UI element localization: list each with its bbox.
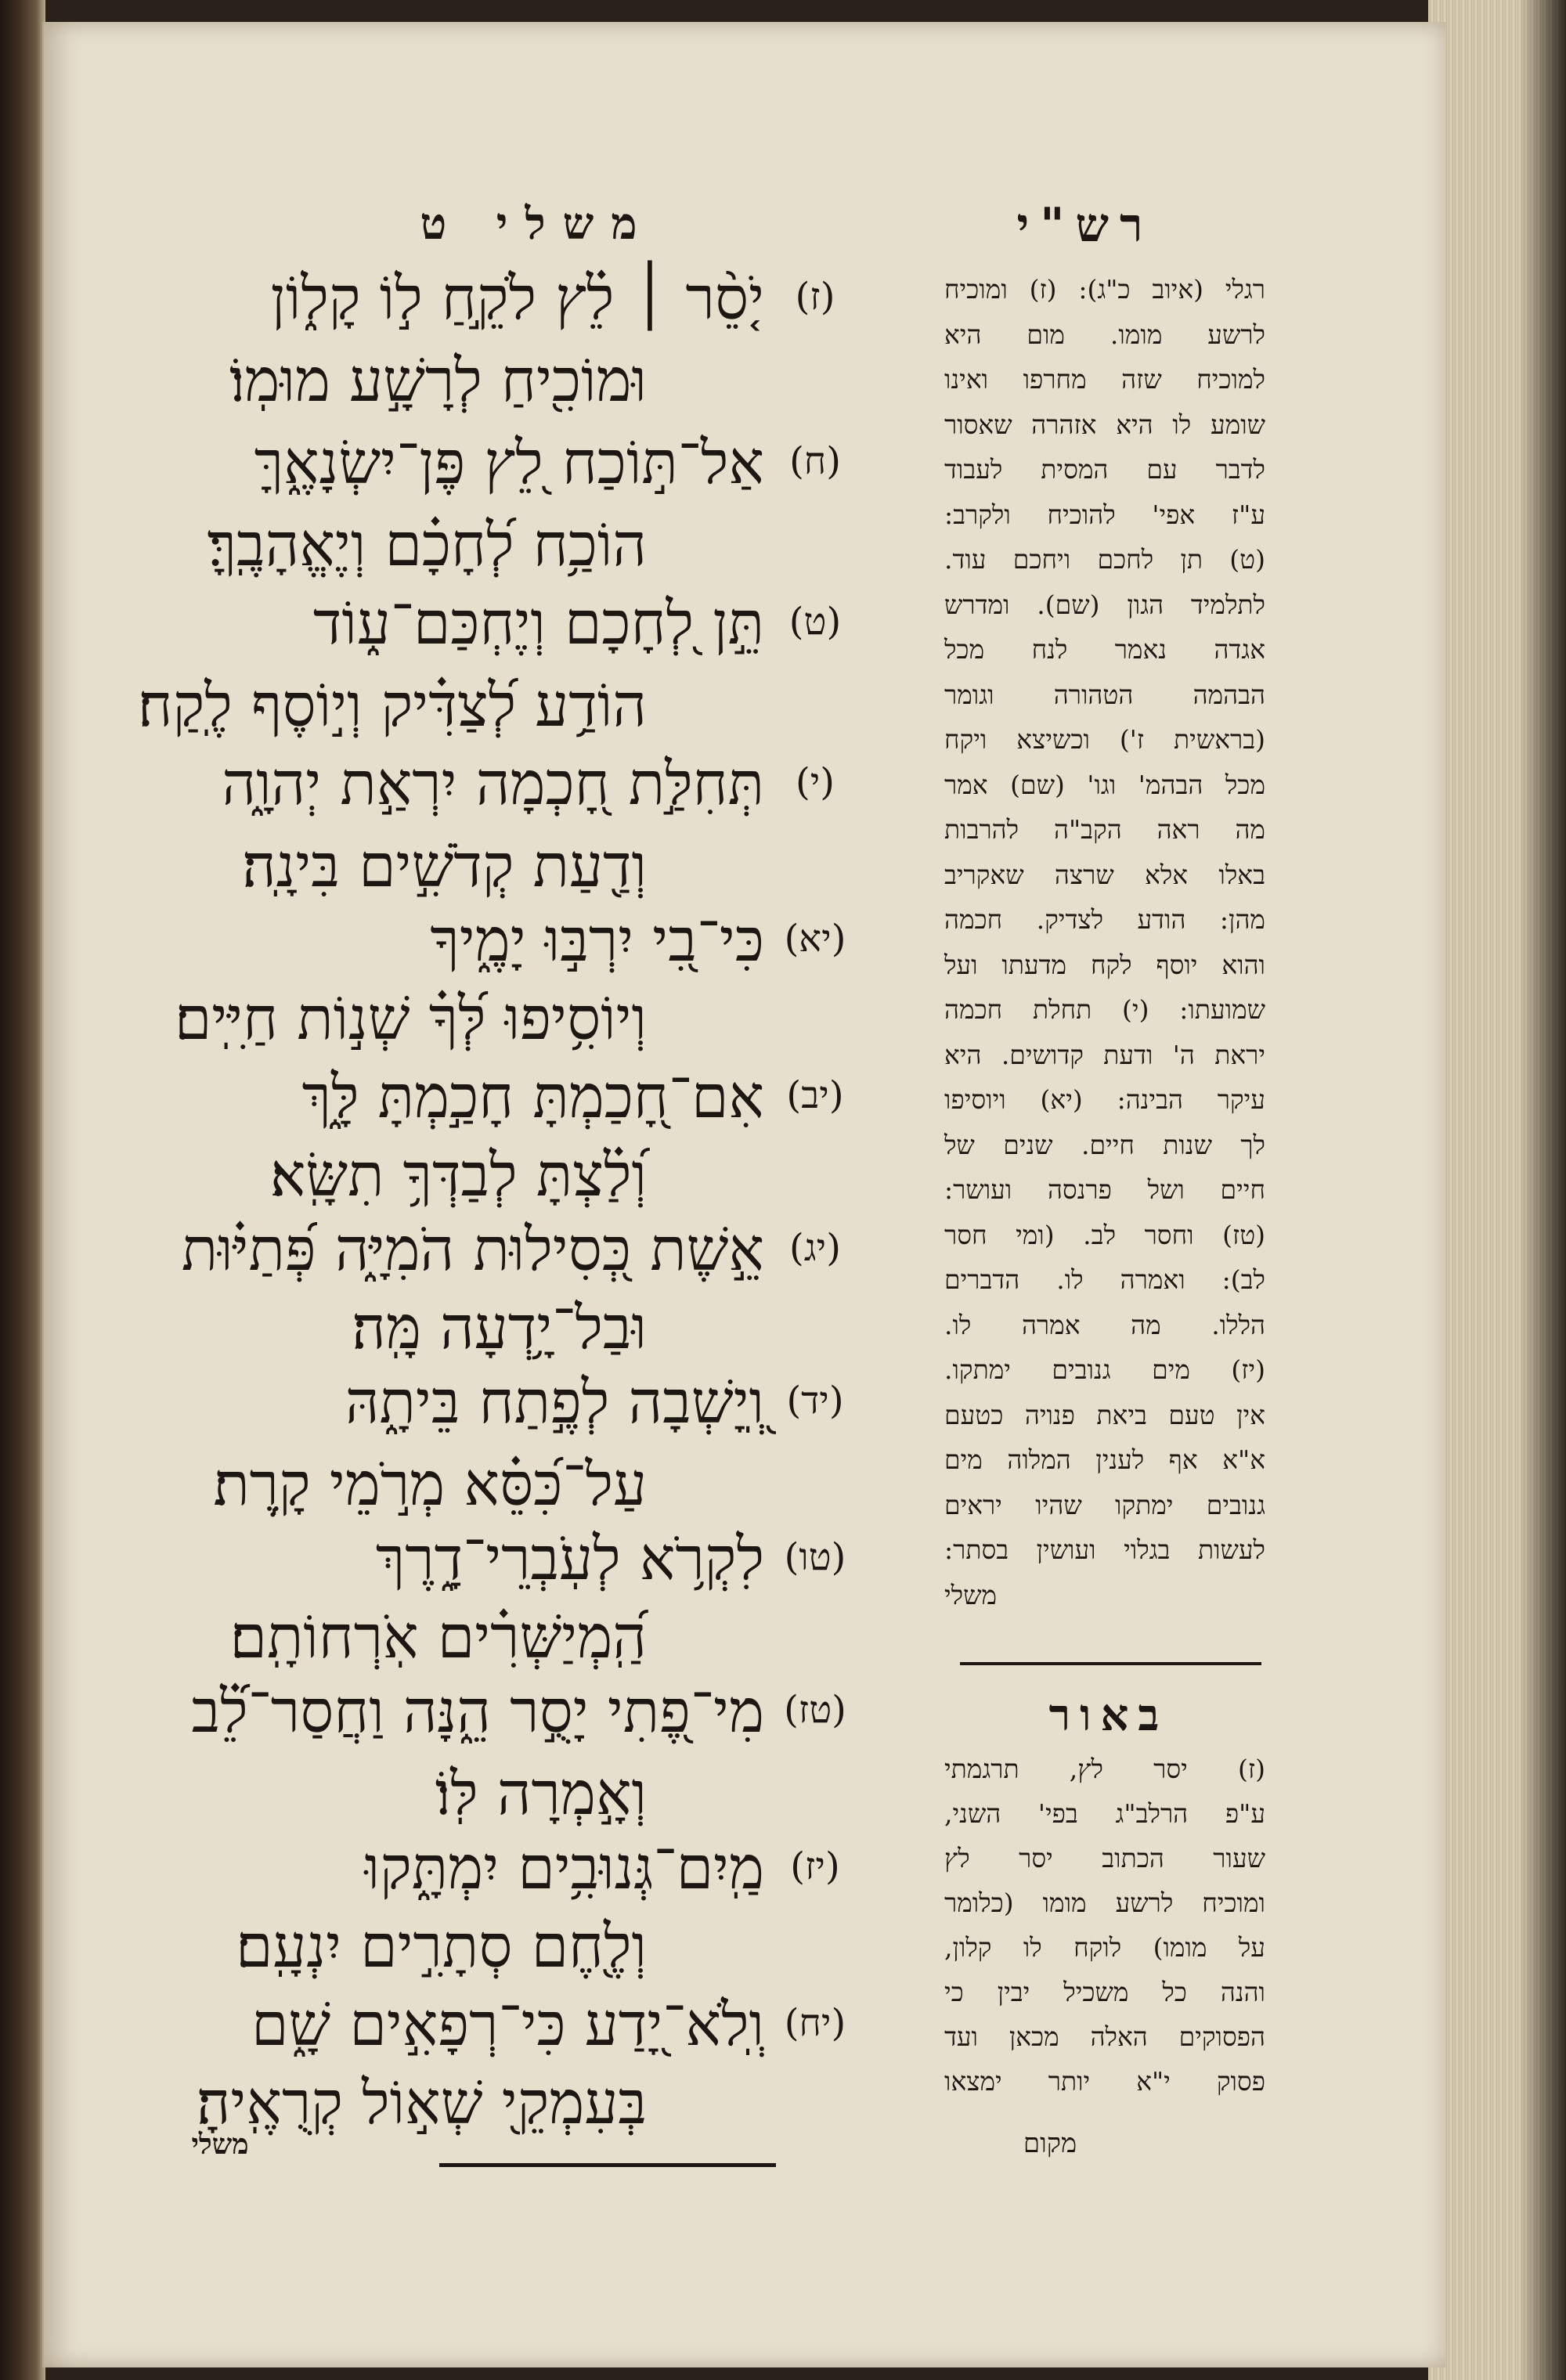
- biur-line: ע"פ הרלב"ג בפי' השני,: [944, 1798, 1265, 1829]
- rashi-line: (טז) וחסר לב. (ומי חסר: [944, 1219, 1265, 1250]
- rashi-line: גנובים ימתקו שהיו יראים: [944, 1489, 1265, 1520]
- rashi-line: לב): ואמרה לו. הדברים: [944, 1264, 1265, 1295]
- book-page: [42, 22, 1445, 2367]
- biur-line: שעור הכתוב יסר לץ: [944, 1843, 1265, 1873]
- verse-line: תְּחִלַּ֣ת חָ֭כְמָה יִרְאַ֣ת יְהוָ֑ה: [222, 748, 764, 818]
- verse-line: וְאָ֣מְרָה לּֽוֹ׃: [435, 1758, 647, 1828]
- bottom-rule: [439, 2163, 776, 2167]
- page-edges: [1428, 0, 1566, 2380]
- verse-number: (יח): [784, 2001, 846, 2045]
- rashi-line: הבהמה הטהורה וגומר: [944, 679, 1265, 710]
- biur-line: הפסוקים האלה מכאן ועד: [944, 2021, 1265, 2052]
- verse-line: אַל־תּ֣וֹכַח לֵ֭ץ פֶּן־יִשְׂנָאֶ֑ךָּ: [254, 427, 764, 497]
- verse-line: בְּעִמְקֵ֖י שְׁא֣וֹל קְרֻאֶֽיהָ׃: [196, 2068, 647, 2137]
- biur-line: פסוק י"א יותר ימצאו: [944, 2066, 1265, 2097]
- rashi-line: אגדה נאמר לנח מכל: [944, 634, 1265, 665]
- biur-line: על מומו) לוקח לו קלון,: [944, 1932, 1265, 1963]
- rashi-header: רש"י: [1016, 198, 1154, 253]
- verse-number: (י): [795, 760, 835, 804]
- verse-number: (יז): [790, 1844, 840, 1888]
- section-divider: [960, 1662, 1261, 1665]
- verse-line: תֵּ֣ן לְ֭חָכָם וְיֶחְכַּם־ע֑וֹד: [312, 588, 764, 658]
- rashi-line: שמועתו: (י) תחלת חכמה: [944, 994, 1265, 1025]
- biur-header: באור: [1048, 1689, 1169, 1741]
- rashi-line: (יז) מים גנובים ימתקו.: [944, 1354, 1265, 1385]
- rashi-line: (ט) תן לחכם ויחכם עוד.: [944, 544, 1265, 575]
- rashi-line: א"א אף לענין המלוה מים: [944, 1444, 1265, 1475]
- verse-line: אֵ֣שֶׁת כְּ֭סִילוּת הֹמִיָּ֑ה פְּ֝תַיּ֗וּת: [181, 1214, 764, 1284]
- verse-number: (ט): [788, 600, 842, 644]
- rashi-line: לתלמיד הגון (שם). ומדרש: [944, 589, 1265, 620]
- verse-line: הוֹדַ֥ע לְ֝צַדִּ֗יק וְי֣וֹסֶף לֶֽקַח׃: [137, 670, 647, 740]
- verse-line: הוֹכַ֥ח לְ֝חָכָ֗ם וְיֶאֱהָבֶֽךָּ׃: [207, 510, 647, 579]
- verse-number: (טז): [784, 1688, 846, 1732]
- verse-number: (יד): [786, 1379, 844, 1423]
- verse-line: לִקְרֹ֥א לְעֹֽבְרֵי־דָ֑רֶךְ: [375, 1524, 764, 1593]
- verse-number: (ז): [795, 275, 835, 319]
- verse-number: (יב): [786, 1073, 844, 1117]
- verse-line: וְֽ֭יָשְׁבָה לְפֶ֣תַח בֵּיתָ֑הּ: [345, 1367, 764, 1437]
- rashi-line: לדבר עם המסית לעבוד: [944, 454, 1265, 485]
- catchword-main: משלי: [191, 2128, 249, 2161]
- verse-number: (טו): [784, 1535, 846, 1579]
- rashi-line: משלי: [944, 1579, 998, 1610]
- rashi-line: הללו. מה אמרה לו.: [944, 1309, 1265, 1340]
- rashi-line: לך שנות חיים. שנים של: [944, 1129, 1265, 1160]
- verse-line: הַֽ֝מְיַשְּׁרִ֗ים אֹֽרְחוֹתָֽם׃: [229, 1602, 647, 1671]
- verse-line: מַֽיִם־גְּנוּבִ֥ים יִמְתָּ֑קוּ: [364, 1833, 764, 1902]
- running-header-main: משלי ט: [420, 198, 655, 250]
- rashi-line: לרשע מומו. מום היא: [944, 319, 1265, 350]
- rashi-line: והוא יוסף לקח מדעתו ועל: [944, 949, 1265, 980]
- verse-number: (יג): [789, 1226, 841, 1270]
- verse-line: עַל־כִּ֝סֵּ֗א מְרֹ֣מֵי קָֽרֶת׃: [213, 1449, 647, 1519]
- verse-number: (יא): [784, 917, 846, 961]
- verse-line: וּמוֹכִ֖יחַ לְרָשָׁ֣ע מוּמֽוֹ׃: [229, 345, 647, 415]
- rashi-line: מה ראה הקב"ה להרבות: [944, 814, 1265, 845]
- rashi-line: שומע לו היא אזהרה שאסור: [944, 409, 1265, 440]
- rashi-line: מכל הבהמ' וגו' (שם) אמר: [944, 769, 1265, 800]
- verse-line: וְלֶ֖חֶם סְתָרִ֣ים יִנְעָֽם׃: [235, 1911, 647, 1981]
- verse-line: וְֽלֹא־יָ֭דַע כִּי־רְפָאִ֣ים שָׁ֑ם: [251, 1989, 764, 2059]
- rashi-line: אין טעם ביאת פנויה כטעם: [944, 1399, 1265, 1430]
- rashi-line: רגלי (איוב כ"ג): (ז) ומוכיח: [944, 274, 1265, 305]
- biur-line: (ז) יסר לץ, תרגמתי: [944, 1754, 1265, 1784]
- verse-line: וּבַל־יָ֥דְעָה מָּֽה׃: [352, 1293, 647, 1362]
- verse-line: וְיוֹסִ֥יפוּ לְּ֝ךָ֗ שְׁנ֣וֹת חַיִּֽים׃: [174, 983, 647, 1053]
- verse-line: יֹ֤סֵ֨ר ׀ לֵ֗ץ לֹקֵ֣חַ ל֣וֹ קָל֑וֹן: [270, 263, 764, 333]
- rashi-line: למוכיח שזה מחרפו ואינו: [944, 364, 1265, 395]
- biur-line: והנה כל משכיל יבין כי: [944, 1977, 1265, 2007]
- rashi-line: באלו אלא שרצה שאקריב: [944, 859, 1265, 890]
- verse-line: מִי־פֶ֭תִי יָסֻ֣ר הֵ֑נָּה וַחֲסַר־לֵ֝֗ב: [191, 1676, 764, 1746]
- rashi-line: יראת ה' ודעת קדושים. היא: [944, 1039, 1265, 1070]
- verse-number: (ח): [789, 439, 841, 483]
- verse-line: אִם־חָ֭כַמְתָּ חָכַ֣מְתָּ לָּ֑ךְ: [301, 1062, 764, 1131]
- catchword-commentary: מקום: [1023, 2128, 1077, 2159]
- rashi-line: (בראשית ז') וכשיצא ויקח: [944, 724, 1265, 755]
- rashi-line: ע"ז אפי' להוכיח ולקרב:: [944, 499, 1265, 530]
- verse-line: וְ֝לַ֗צְתָּ לְבַדְּךָ֥ תִשָּֽׂא׃: [269, 1140, 647, 1210]
- rashi-line: לעשות בגלוי ועושין בסתר:: [944, 1534, 1265, 1565]
- biur-line: ומוכיח לרשע מומו (כלומר: [944, 1888, 1265, 1918]
- verse-line: כִּי־בִ֭י יִרְבּ֣וּ יָמֶ֑יךָ: [430, 905, 764, 975]
- rashi-line: חיים ושל פרנסה ועושר:: [944, 1174, 1265, 1205]
- rashi-line: מהן: הודע לצדיק. חכמה: [944, 904, 1265, 935]
- rashi-line: עיקר הבינה: (יא) ויוסיפו: [944, 1084, 1265, 1115]
- verse-line: וְדַ֖עַת קְדֹשִׁ֣ים בִּינָֽה׃: [241, 831, 647, 900]
